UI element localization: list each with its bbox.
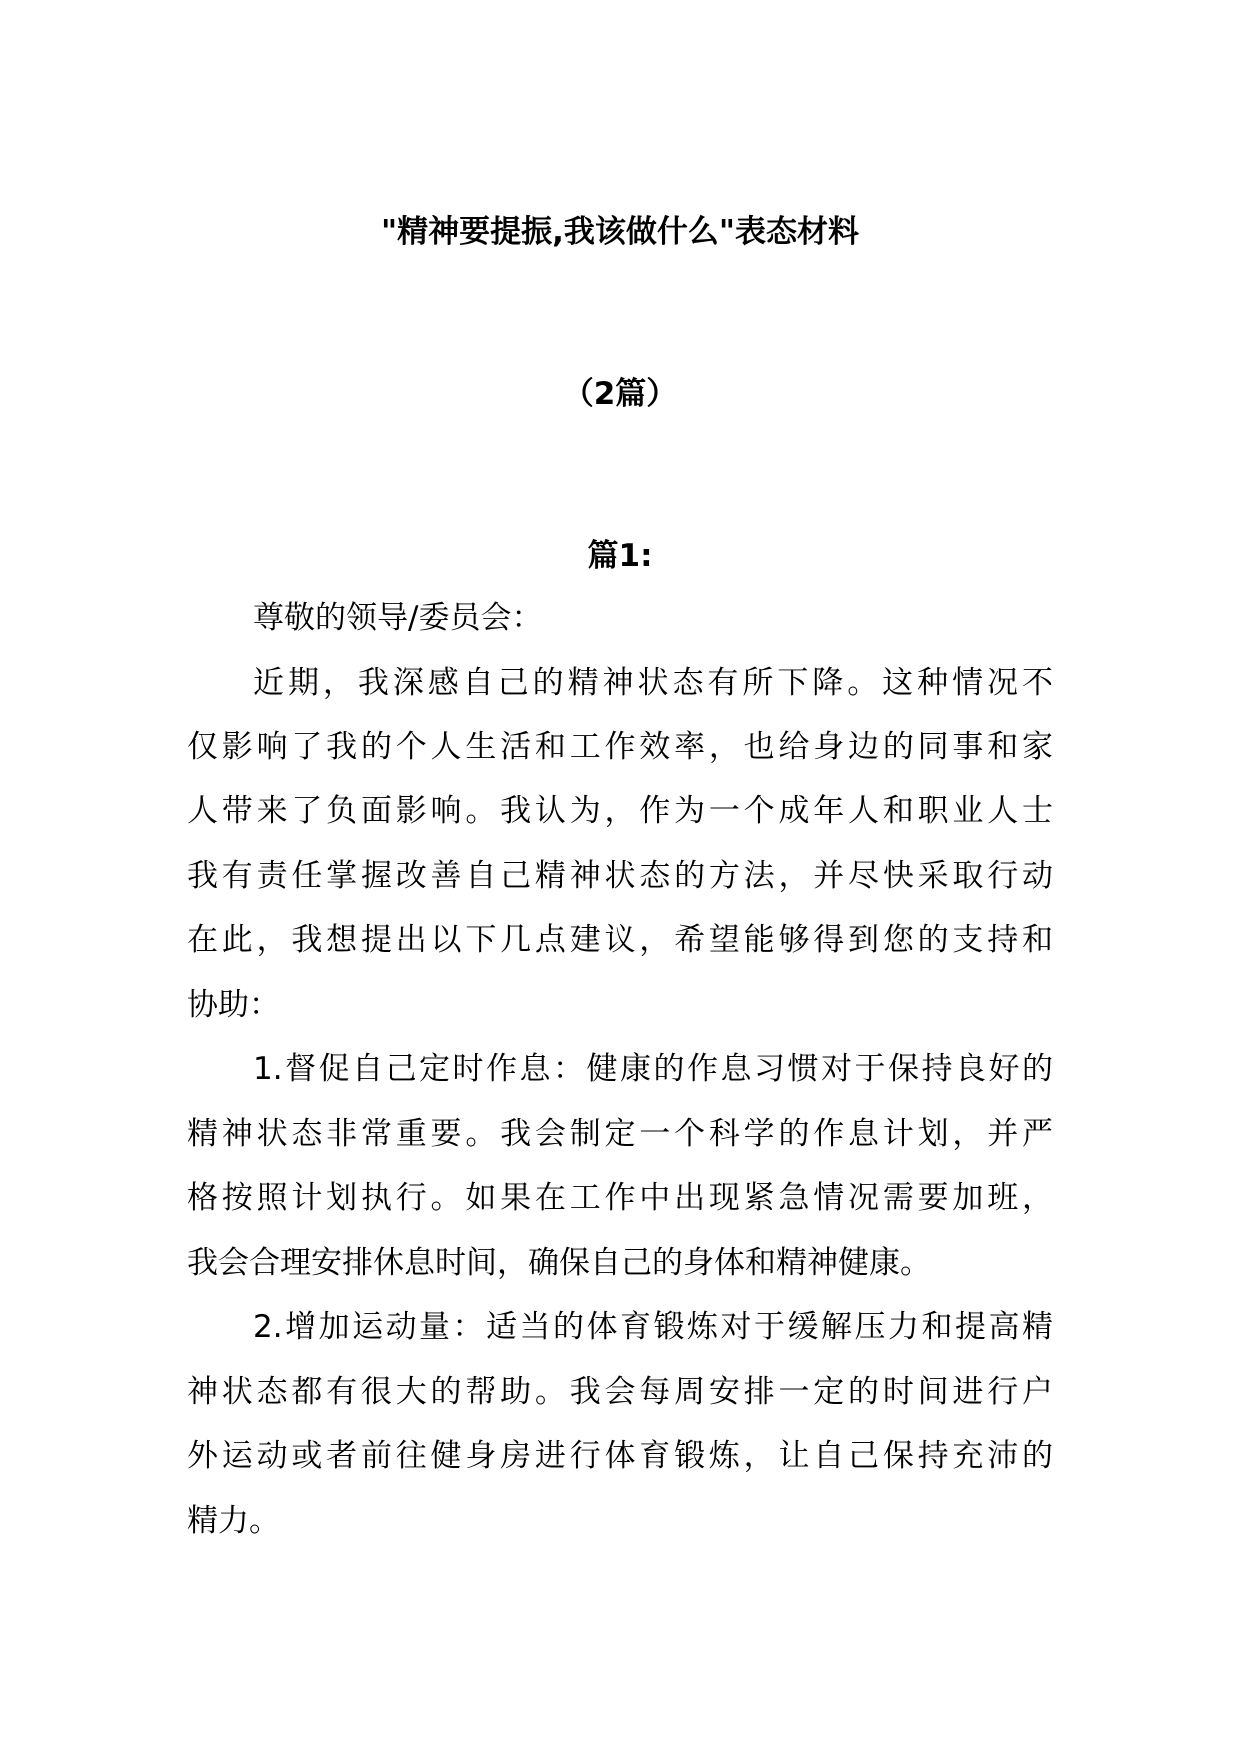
list-item-line: 格按照计划执行。如果在工作中出现紧急情况需要加班， bbox=[187, 1180, 1053, 1216]
list-item-line: 外运动或者前往健身房进行体育锻炼，让自己保持充沛的 bbox=[187, 1438, 1053, 1474]
list-item-line: 2.增加运动量：适当的体育锻炼对于缓解压力和提高精 bbox=[253, 1309, 1053, 1345]
list-item-line: 1.督促自己定时作息：健康的作息习惯对于保持良好的 bbox=[253, 1051, 1053, 1087]
list-item-line: 神状态都有很大的帮助。我会每周安排一定的时间进行户 bbox=[187, 1374, 1053, 1410]
salutation: 尊敬的领导/委员会： bbox=[253, 600, 543, 636]
paragraph-line: 人带来了负面影响。我认为，作为一个成年人和职业人士 bbox=[187, 793, 1053, 829]
section-heading: 篇1: bbox=[587, 538, 653, 574]
paragraph-line: 协助： bbox=[187, 987, 280, 1023]
paragraph-line: 在此，我想提出以下几点建议，希望能够得到您的支持和 bbox=[187, 922, 1053, 958]
list-item-line: 精力。 bbox=[187, 1503, 280, 1539]
list-item-line: 精神状态非常重要。我会制定一个科学的作息计划，并严 bbox=[187, 1116, 1053, 1152]
paragraph-line: 我有责任掌握改善自己精神状态的方法，并尽快采取行动 bbox=[187, 858, 1053, 894]
document-subtitle: （2篇） bbox=[562, 376, 678, 412]
paragraph-line: 近期，我深感自己的精神状态有所下降。这种情况不 bbox=[253, 665, 1053, 701]
document-title: "精神要提振,我该做什么"表态材料 bbox=[380, 214, 860, 250]
list-item-line: 我会合理安排休息时间，确保自己的身体和精神健康。 bbox=[187, 1245, 931, 1281]
paragraph-line: 仅影响了我的个人生活和工作效率，也给身边的同事和家 bbox=[187, 729, 1053, 765]
